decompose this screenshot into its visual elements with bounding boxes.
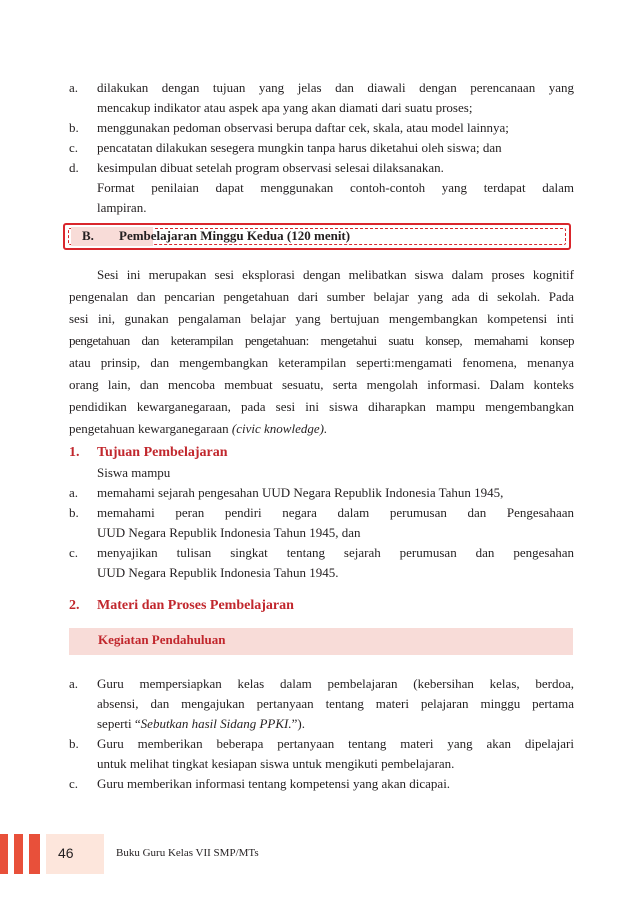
list-marker: d.: [69, 160, 79, 175]
paragraph-line: orang lain, dan mencoba membuat sesuatu, serta mengolah informasi. Dalam konteks: [69, 377, 574, 392]
paragraph-line: atau prinsip, dan mengembangkan keterampilan seperti:mengamati fenomena, menanya: [69, 355, 574, 370]
section-2-title: Materi dan Proses Pembelajaran: [97, 598, 294, 613]
list-item-text: menyajikan tulisan singkat tentang sejarah perumusan dan pengesahan: [97, 545, 574, 560]
footer-bar: [0, 834, 8, 874]
list-item-text: untuk melihat tingkat kesiapan siswa untuk mengikuti pembelajaran.: [97, 756, 455, 771]
list-item-text: mencakup indikator atau aspek apa yang akan diamati dari suatu proses;: [97, 100, 473, 115]
list-item-text: absensi, dan mengajukan pertanyaan tentang materi pelajaran minggu pertama: [97, 696, 574, 711]
sub-heading: Kegiatan Pendahuluan: [98, 632, 226, 647]
list-item-text: UUD Negara Republik Indonesia Tahun 1945.: [97, 565, 339, 580]
page-number-box: [46, 834, 104, 874]
list-marker: a.: [69, 485, 79, 500]
list-item-text: Guru memberikan informasi tentang kompetensi yang akan dicapai.: [97, 776, 451, 791]
footer-bar: [29, 834, 40, 874]
paragraph-line: pengenalan dan pencarian pengetahuan dari sumber belajar yang ada di sekolah. Pada: [69, 289, 574, 304]
page-number: 46: [58, 845, 74, 861]
list-marker: c.: [69, 776, 79, 791]
list-marker: c.: [69, 545, 79, 560]
list-marker: a.: [69, 676, 79, 691]
section-1-lead: Siswa mampu: [97, 465, 171, 480]
list-marker: b.: [69, 120, 79, 135]
footer-bar: [14, 834, 23, 874]
list-item-text: pencatatan dilakukan sesegera mungkin tanpa harus diketahui oleh siswa; dan: [97, 140, 502, 155]
section-b-title: Pembelajaran Minggu Kedua (120 menit): [119, 228, 351, 243]
paragraph-line: pengetahuan dan keterampilan pengetahuan: mengetahui suatu konsep, memahami konsep: [69, 333, 574, 348]
section-1-number: 1.: [69, 445, 80, 460]
section-b-letter: B.: [82, 228, 94, 243]
paragraph-text: pengetahuan kewarganegaraan: [69, 421, 232, 436]
list-marker: b.: [69, 736, 79, 751]
text-fragment: seperti “: [97, 716, 141, 731]
paragraph-line: sesi ini, gunakan pengalaman belajar yang bertujuan mengembangkan kompetensi inti: [69, 311, 574, 326]
section-1-title: Tujuan Pembelajaran: [97, 445, 228, 460]
list-marker: b.: [69, 505, 79, 520]
paragraph-line: Sesi ini merupakan sesi eksplorasi dengan melibatkan siswa dalam proses kognitif: [97, 267, 574, 282]
list-item-text: [97, 714, 574, 734]
list-item-text: kesimpulan dibuat setelah program observasi selesai dilaksanakan.: [97, 160, 444, 175]
list-marker: a.: [69, 80, 79, 95]
book-title: Buku Guru Kelas VII SMP/MTs: [116, 847, 259, 859]
paragraph-last-line: [69, 419, 327, 439]
section-b-banner: [63, 223, 571, 250]
list-item-text: dilakukan dengan tujuan yang jelas dan diawali dengan perencanaan yang: [97, 80, 574, 95]
list-item-text: memahami peran pendiri negara dalam perumusan dan Pengesahaan: [97, 505, 574, 520]
civic-knowledge-term: (civic knowledge).: [231, 421, 328, 436]
list-item-text: memahami sejarah pengesahan UUD Negara Republik Indonesia Tahun 1945,: [97, 485, 504, 500]
kegiatan-pendahuluan-bar: [69, 628, 573, 655]
list-item-text: UUD Negara Republik Indonesia Tahun 1945, dan: [97, 525, 361, 540]
paragraph-line: pendidikan kewarganegaraan, pada sesi ini siswa diharapkan mampu mengembangkan: [69, 399, 574, 414]
italic-question: Sebutkan hasil Sidang PPKI.: [140, 716, 292, 731]
text-fragment: ”).: [291, 716, 305, 731]
list-item-text: Guru memberikan beberapa pertanyaan tentang materi yang akan dipelajari: [97, 736, 574, 751]
format-note: lampiran.: [97, 200, 147, 215]
section-2-number: 2.: [69, 598, 80, 613]
list-item-text: menggunakan pedoman observasi berupa daftar cek, skala, atau model lainnya;: [97, 120, 509, 135]
format-note: Format penilaian dapat menggunakan contoh-contoh yang terdapat dalam: [97, 180, 574, 195]
list-item-text: Guru mempersiapkan kelas dalam pembelajaran (kebersihan kelas, berdoa,: [97, 676, 574, 691]
list-marker: c.: [69, 140, 79, 155]
